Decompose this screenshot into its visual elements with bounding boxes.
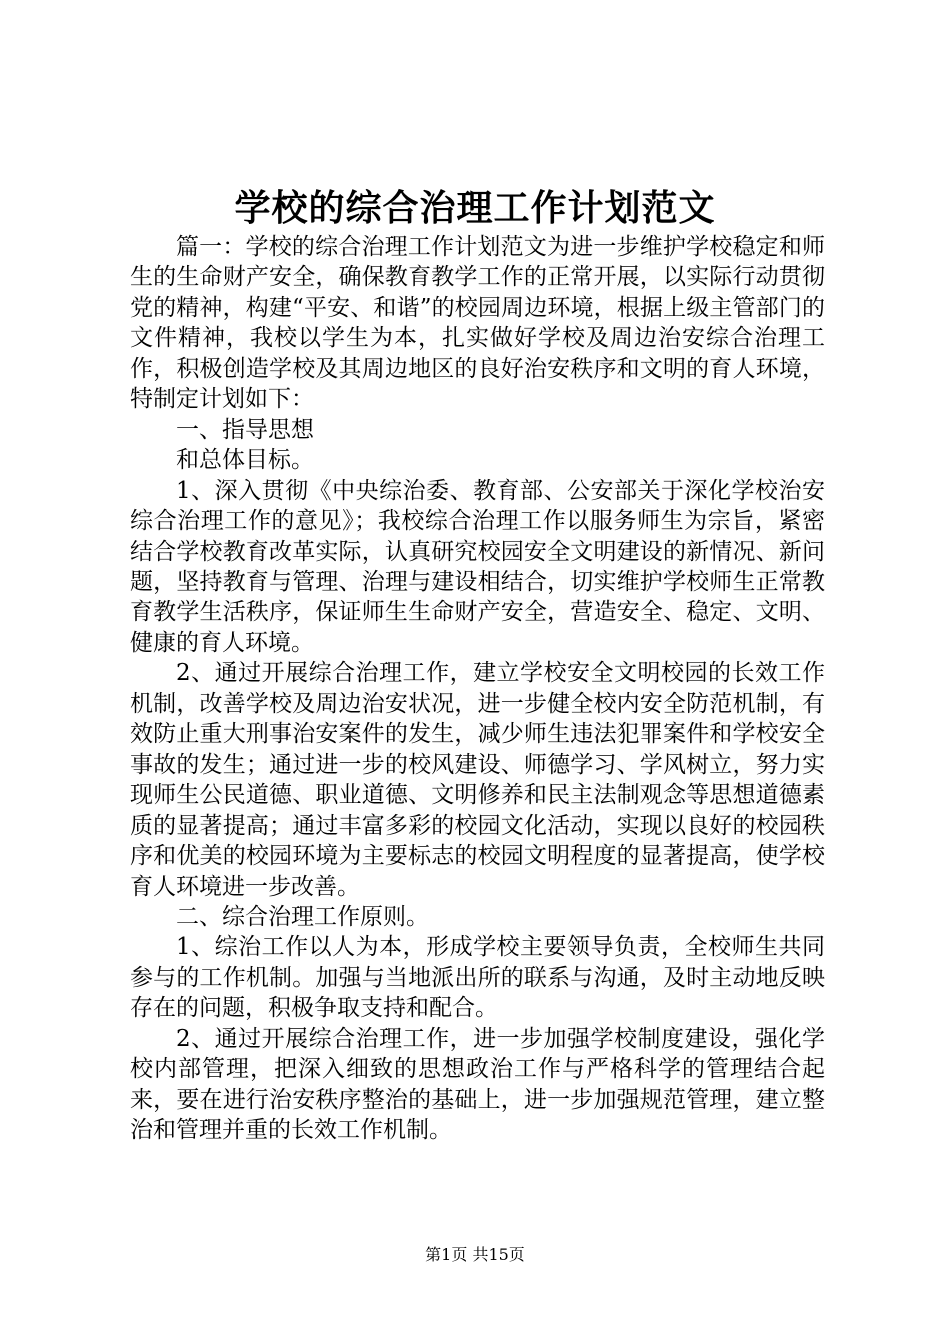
- intro-paragraph: 篇一：学校的综合治理工作计划范文为进一步维护学校稳定和师生的生命财产安全，确保教育教学工作的正常开展，以实际行动贯彻党的精神，构建“平安、和谐”的校园周边环境，根据上级主管部门的文件精神，我校以学生为本，扎实做好学校及周边治安综合治理工作，积极创造学校及其周边地区的良好治安秩序和文明的育人环境，特制定计划如下：: [130, 234, 825, 413]
- section-heading-principles: 二、综合治理工作原则。: [176, 903, 429, 930]
- goal-paragraph-2: 2、通过开展综合治理工作，建立学校安全文明校园的长效工作机制，改善学校及周边治安状况，进一步健全校内安全防范机制，有效防止重大刑事治安案件的发生，减少师生违法犯罪案件和学校安全事故的发生；通过进一步的校风建设、师德学习、学风树立，努力实现师生公民道德、职业道德、文明修养和民主法制观念等思想道德素质的显著提高；通过丰富多彩的校园文化活动，实现以良好的校园秩序和优美的校园环境为主要标志的校园文明程度的显著提高，使学校育人环境进一步改善。: [130, 660, 825, 900]
- principle-paragraph-2: 2、通过开展综合治理工作，进一步加强学校制度建设，强化学校内部管理，把深入细致的思想政治工作与严格科学的管理结合起来，要在进行治安秩序整治的基础上，进一步加强规范管理，建立整治和管理并重的长效工作机制。: [130, 1025, 825, 1144]
- section-subheading-overall-goal: 和总体目标。: [176, 447, 314, 474]
- document-body: [130, 232, 825, 1146]
- page-title: 学校的综合治理工作计划范文: [234, 187, 716, 229]
- page-number-footer: 第1页 共15页: [425, 1245, 525, 1264]
- section-heading-guiding-ideology: 一、指导思想: [176, 416, 314, 443]
- principle-paragraph-1: 1、综治工作以人为本，形成学校主要领导负责，全校师生共同参与的工作机制。加强与当地派出所的联系与沟通，及时主动地反映存在的问题，积极争取支持和配合。: [130, 934, 825, 1022]
- goal-paragraph-1: 1、深入贯彻《中央综治委、教育部、公安部关于深化学校治安综合治理工作的意见》；我校综合治理工作以服务师生为宗旨，紧密结合学校教育改革实际，认真研究校园安全文明建设的新情况、新问题，坚持教育与管理、治理与建设相结合，切实维护学校师生正常教育教学生活秩序，保证师生生命财产安全，营造安全、稳定、文明、健康的育人环境。: [130, 477, 825, 656]
